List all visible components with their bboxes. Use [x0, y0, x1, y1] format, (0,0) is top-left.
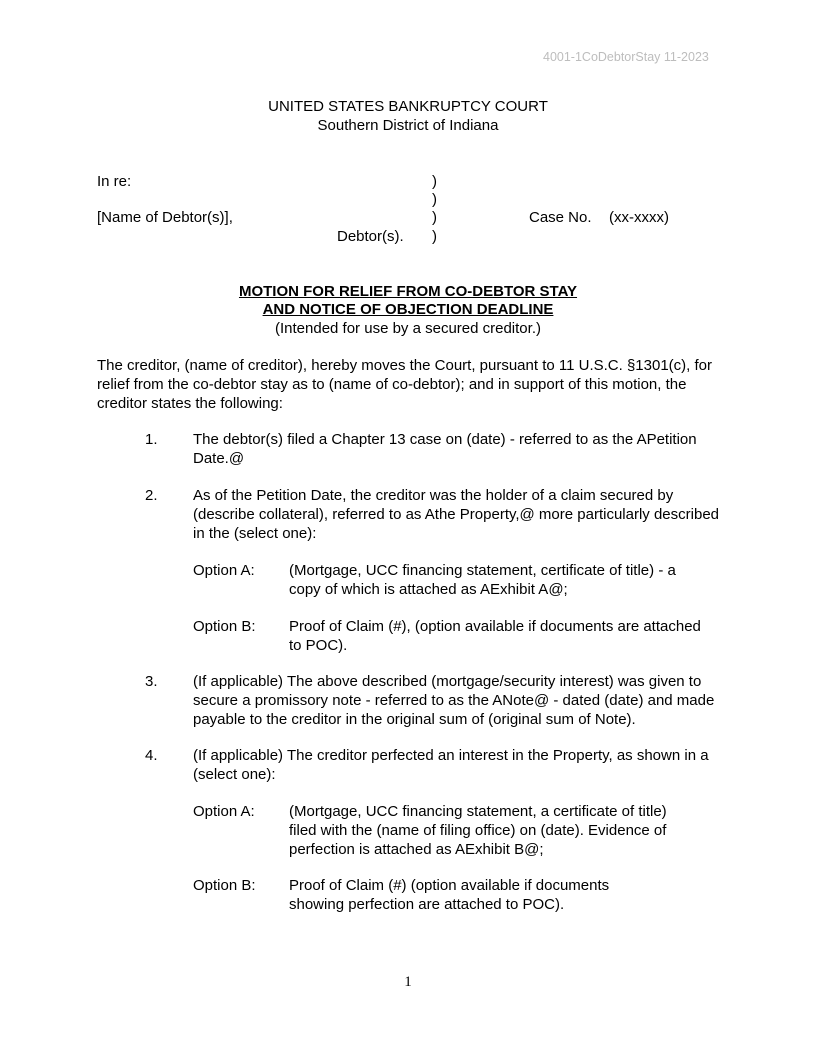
item-text: The debtor(s) filed a Chapter 13 case on (date) - referred to as the APetition Date.@ — [193, 431, 697, 467]
page-number: 1 — [404, 974, 412, 990]
case-no-label: Case No. — [529, 209, 592, 226]
option-text: Proof of Claim (#) (option available if documents showing perfection are attached to POC). — [289, 877, 610, 913]
option-label: Option B: — [193, 618, 256, 635]
motion-title-line1: MOTION FOR RELIEF FROM CO-DEBTOR STAY — [238, 283, 578, 300]
in-re-label: In re: — [97, 173, 132, 190]
item-number: 4. — [145, 747, 158, 764]
case-no-value: (xx-xxxx) — [609, 209, 669, 226]
item-text: As of the Petition Date, the creditor was the holder of a claim secured by (describe collateral), referred to as Athe Property,@ more particularly described in the (select one): — [193, 487, 720, 542]
caption-paren: ) — [432, 228, 437, 245]
caption-paren: ) — [432, 191, 437, 208]
item-text: (If applicable) The above described (mortgage/security interest) was given to secure a promissory note - referred to as the ANote@ - dated (date) and made payable to the creditor in the original sum of (original sum of Note). — [193, 673, 715, 728]
option-label: Option B: — [193, 877, 256, 894]
caption-paren: ) — [432, 173, 437, 190]
option-label: Option A: — [193, 803, 255, 820]
option-text: Proof of Claim (#), (option available if documents are attached to POC). — [289, 618, 701, 654]
court-district: Southern District of Indiana — [317, 117, 499, 134]
option-label: Option A: — [193, 562, 255, 579]
item-number: 1. — [145, 431, 158, 448]
item-number: 2. — [145, 487, 158, 504]
debtor-name: [Name of Debtor(s)], — [97, 209, 233, 226]
item-number: 3. — [145, 673, 158, 690]
item-text: (If applicable) The creditor perfected an interest in the Property, as shown in a (select one): — [193, 747, 709, 783]
intro-paragraph: The creditor, (name of creditor), hereby moves the Court, pursuant to 11 U.S.C. §1301(c), for relief from the co-debtor stay as to (name of co-debtor); and in support of this motion, the creditor states the following: — [97, 357, 712, 412]
option-text: (Mortgage, UCC financing statement, certificate of title) - a copy of which is attached as AExhibit A@; — [289, 562, 676, 598]
debtor-label: Debtor(s). — [337, 228, 404, 245]
caption-paren: ) — [432, 209, 437, 226]
motion-title-note: (Intended for use by a secured creditor.) — [275, 320, 541, 337]
court-name: UNITED STATES BANKRUPTCY COURT — [268, 98, 548, 115]
form-id: 4001-1CoDebtorStay 11-2023 — [543, 50, 709, 64]
option-text: (Mortgage, UCC financing statement, a certificate of title) filed with the (name of filing office) on (date). Evidence of perfection is attached as AExhibit B@; — [289, 803, 667, 858]
motion-title-line2: AND NOTICE OF OBJECTION DEADLINE — [262, 301, 554, 318]
